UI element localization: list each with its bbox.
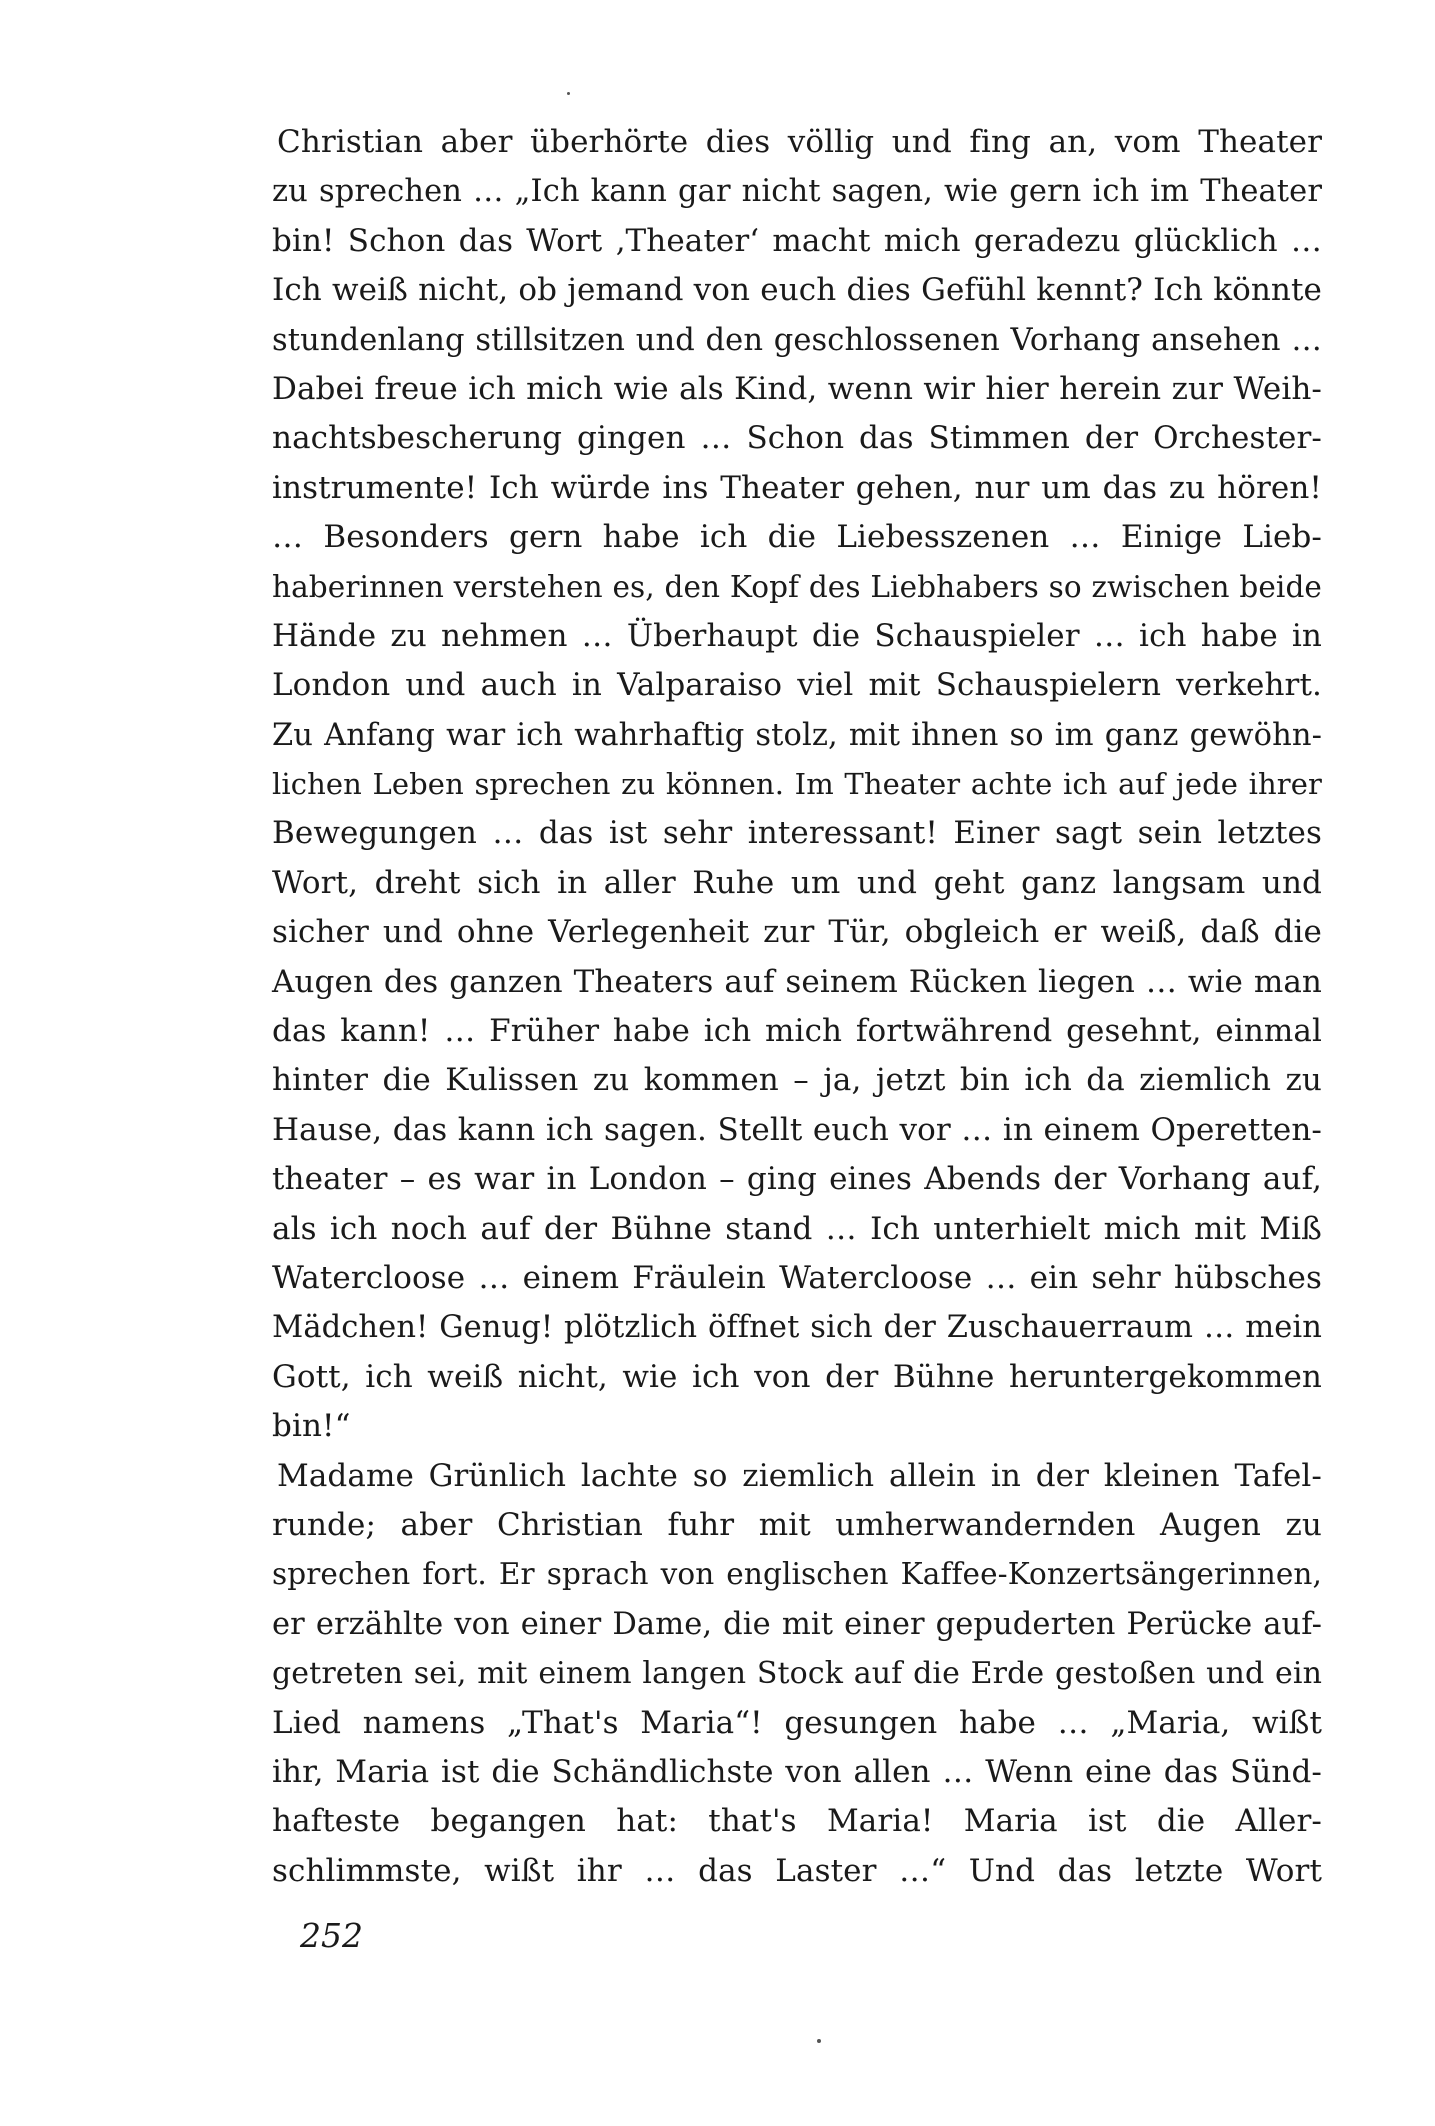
text-line: Wort, dreht sich in aller Ruhe um und geht ganz langsam und — [272, 864, 1322, 901]
text-line: sprechen fort. Er sprach von englischen Kaffee-Konzertsängerinnen, — [272, 1557, 1322, 1592]
text-line: als ich noch auf der Bühne stand … Ich unterhielt mich mit Miß — [272, 1210, 1322, 1247]
text-line: schlimmste, wißt ihr … das Laster …“ Und das letzte Wort — [272, 1852, 1322, 1889]
body-text — [272, 118, 1322, 1896]
text-line: sicher und ohne Verlegenheit zur Tür, obgleich er weiß, daß die — [272, 914, 1322, 951]
text-line: Bewegungen … das ist sehr interessant! Einer sagt sein letztes — [272, 815, 1322, 852]
text-line: hinter die Kulissen zu kommen – ja, jetzt bin ich da ziemlich zu — [272, 1062, 1322, 1099]
text-line: bin! Schon das Wort ‚Theater‘ macht mich geradezu glücklich … — [272, 222, 1322, 259]
text-line: … Besonders gern habe ich die Liebesszenen … Einige Lieb- — [272, 519, 1322, 556]
text-line: Ich weiß nicht, ob jemand von euch dies Gefühl kennt? Ich könnte — [272, 272, 1322, 309]
text-line: zu sprechen … „Ich kann gar nicht sagen, wie gern ich im Theater — [272, 174, 1322, 210]
text-line: getreten sei, mit einem langen Stock auf die Erde gestoßen und ein — [272, 1656, 1322, 1692]
text-line: London und auch in Valparaiso viel mit Schauspielern verkehrt. — [272, 667, 1322, 704]
text-line: Watercloose … einem Fräulein Watercloose … ein sehr hübsches — [272, 1259, 1322, 1296]
text-line: Augen des ganzen Theaters auf seinem Rücken liegen … wie man — [272, 963, 1322, 1000]
scan-speck — [817, 2039, 821, 2043]
text-line: instrumente! Ich würde ins Theater gehen, nur um das zu hören! — [272, 469, 1322, 506]
text-line: Madame Grünlich lachte so ziemlich allein in der kleinen Tafel- — [277, 1457, 1322, 1494]
text-line: Lied namens „That's Maria“! gesungen habe … „Maria, wißt — [272, 1704, 1322, 1741]
text-line: Gott, ich weiß nicht, wie ich von der Bühne heruntergekommen — [272, 1358, 1322, 1395]
text-line: theater – es war in London – ging eines Abends der Vorhang auf, — [272, 1161, 1322, 1198]
page-number: 252 — [300, 1916, 363, 1955]
text-line: Hause, das kann ich sagen. Stellt euch vor … in einem Operetten- — [272, 1111, 1322, 1148]
text-line: bin!“ — [272, 1408, 351, 1445]
text-line: er erzählte von einer Dame, die mit einer gepuderten Perücke auf- — [272, 1606, 1322, 1642]
text-line: Christian aber überhörte dies völlig und fing an, vom Theater — [277, 124, 1322, 160]
text-line: ihr, Maria ist die Schändlichste von allen … Wenn eine das Sünd- — [272, 1753, 1322, 1790]
text-line: stundenlang stillsitzen und den geschlossenen Vorhang ansehen … — [272, 322, 1322, 358]
text-line: Mädchen! Genug! plötzlich öffnet sich der Zuschauerraum … mein — [272, 1310, 1322, 1346]
text-line: haberinnen verstehen es, den Kopf des Liebhabers so zwischen beide — [272, 569, 1322, 604]
text-line: runde; aber Christian fuhr mit umherwandernden Augen zu — [272, 1506, 1322, 1543]
text-line: Hände zu nehmen … Überhaupt die Schauspieler … ich habe in — [272, 617, 1322, 654]
text-line: das kann! … Früher habe ich mich fortwährend gesehnt, einmal — [272, 1013, 1322, 1050]
text-line: Zu Anfang war ich wahrhaftig stolz, mit ihnen so im ganz gewöhn- — [272, 717, 1322, 753]
text-line: lichen Leben sprechen zu können. Im Theater achte ich auf jede ihrer — [272, 767, 1322, 802]
scan-speck — [567, 92, 570, 95]
text-line: nachtsbescherung gingen … Schon das Stimmen der Orchester- — [272, 420, 1322, 457]
text-line: hafteste begangen hat: that's Maria! Maria ist die Aller- — [272, 1803, 1322, 1840]
text-line: Dabei freue ich mich wie als Kind, wenn wir hier herein zur Weih- — [272, 370, 1322, 407]
